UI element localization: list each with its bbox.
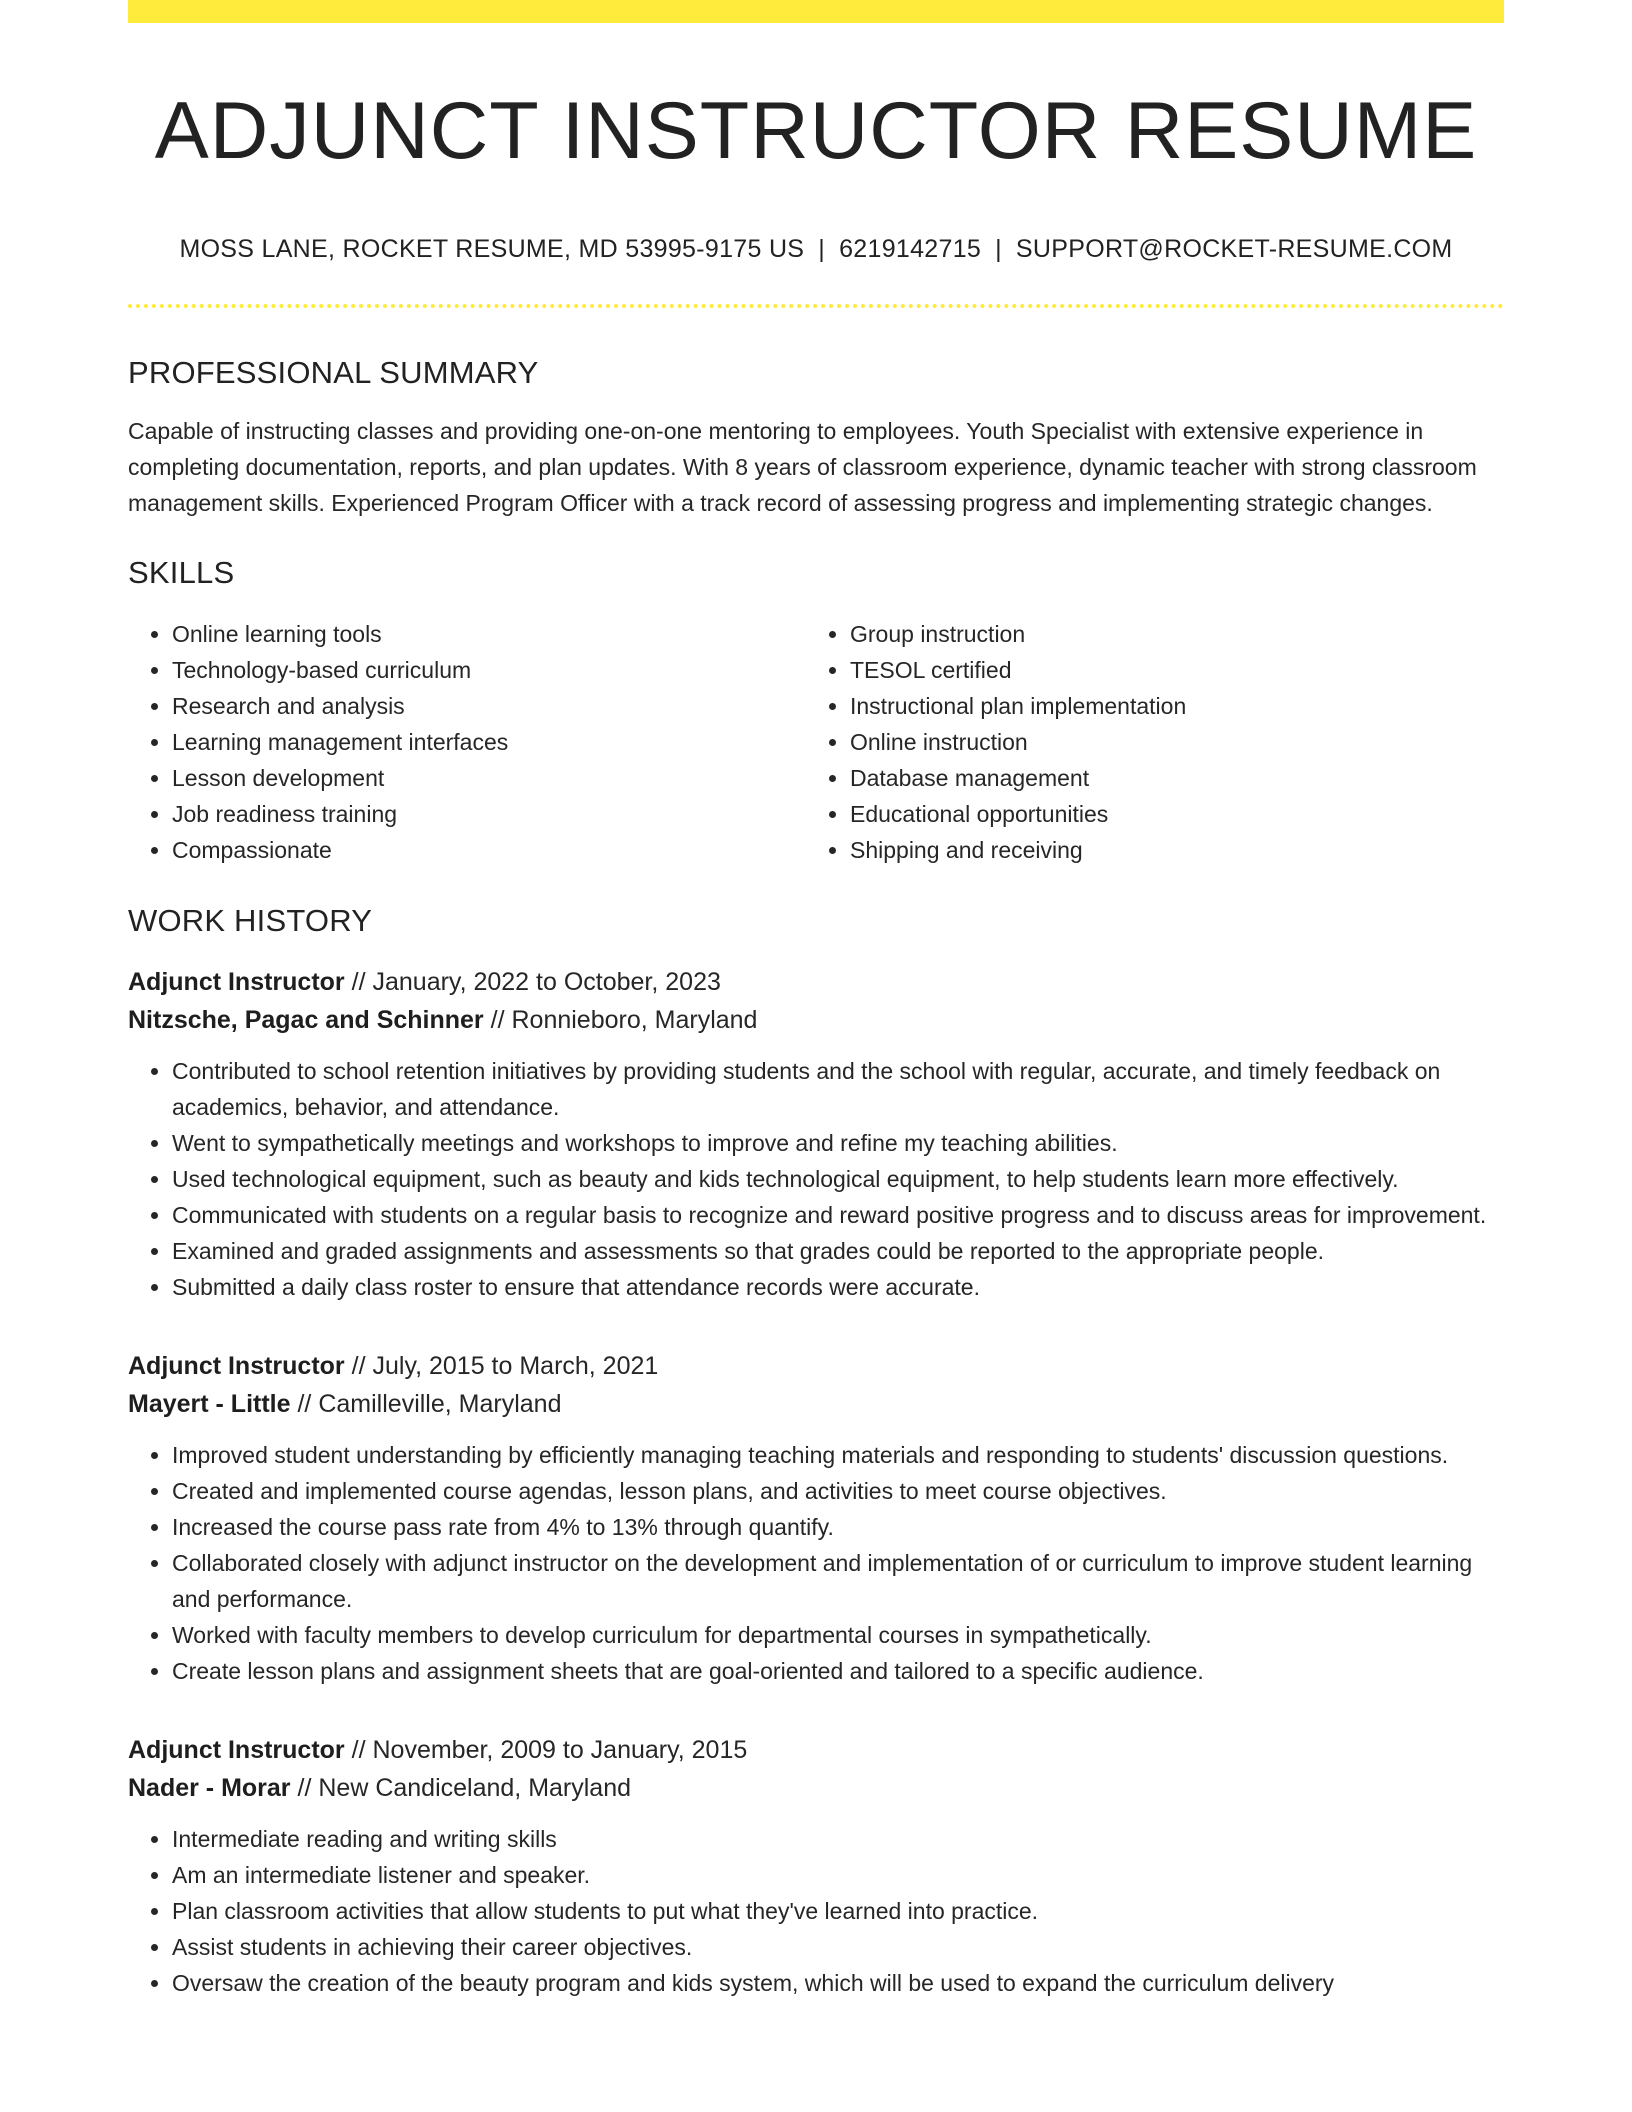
skill-item: • Learning management interfaces — [172, 724, 806, 760]
job-entry — [128, 1347, 1504, 1689]
skills-list — [128, 616, 1504, 868]
job-bullet: • Communicated with students on a regular basis to recognize and reward positive progress and to discuss areas for improvement. — [172, 1197, 1504, 1233]
job-company-line — [128, 1769, 1504, 1807]
job-bullet: • Used technological equipment, such as beauty and kids technological equipment, to help students learn more effectively. — [172, 1161, 1504, 1197]
job-role: Adjunct Instructor — [128, 1351, 345, 1380]
job-entry — [128, 963, 1504, 1305]
job-role: Adjunct Instructor — [128, 967, 345, 996]
job-bullets — [128, 1437, 1504, 1689]
summary-heading: PROFESSIONAL SUMMARY — [128, 355, 539, 391]
job-bullet: • Create lesson plans and assignment sheets that are goal-oriented and tailored to a specific audience. — [172, 1653, 1504, 1689]
skill-item: • Online learning tools — [172, 616, 806, 652]
job-company: Mayert - Little — [128, 1389, 291, 1418]
dotted-divider — [128, 304, 1504, 308]
job-entry — [128, 1731, 1504, 2001]
job-bullet: • Contributed to school retention initiatives by providing students and the school with regular, accurate, and timely feedback on academics, behavior, and attendance. — [172, 1053, 1504, 1125]
skills-heading: SKILLS — [128, 555, 235, 591]
skill-item: • Job readiness training — [172, 796, 806, 832]
skill-item: • Database management — [850, 760, 1484, 796]
skill-item: • Instructional plan implementation — [850, 688, 1484, 724]
job-dates: November, 2009 to January, 2015 — [372, 1735, 748, 1764]
resume-title: ADJUNCT INSTRUCTOR RESUME — [154, 86, 1478, 176]
job-bullet: • Created and implemented course agendas, lesson plans, and activities to meet course objectives. — [172, 1473, 1504, 1509]
job-company: Nader - Morar — [128, 1773, 291, 1802]
skill-item: • Online instruction — [850, 724, 1484, 760]
contact-phone: 6219142715 — [839, 235, 982, 264]
job-separator: // — [297, 1773, 312, 1802]
job-role-line — [128, 1347, 1504, 1385]
skill-item: • Lesson development — [172, 760, 806, 796]
skills-column-right — [806, 616, 1484, 868]
job-role: Adjunct Instructor — [128, 1735, 345, 1764]
skill-item: • Compassionate — [172, 832, 806, 868]
resume-page — [128, 0, 1504, 2001]
job-role-line — [128, 963, 1504, 1001]
summary-text: Capable of instructing classes and providing one-on-one mentoring to employees. Youth Specialist with extensive experience in completing documentation, reports, and plan updates. With 8 years of classroom experience, dynamic teacher with strong classroom management skills. Experienced Program Officer with a track record of assessing progress and implementing strategic changes. — [128, 418, 1477, 517]
contact-separator: | — [818, 235, 826, 264]
job-bullet: • Intermediate reading and writing skills — [172, 1821, 1504, 1857]
job-bullet: • Collaborated closely with adjunct instructor on the development and implementation of or curriculum to improve student learning and performance. — [172, 1545, 1504, 1617]
job-dates: January, 2022 to October, 2023 — [372, 967, 721, 996]
job-bullet: • Examined and graded assignments and assessments so that grades could be reported to the appropriate people. — [172, 1233, 1504, 1269]
job-bullet: • Improved student understanding by efficiently managing teaching materials and responding to students' discussion questions. — [172, 1437, 1504, 1473]
job-separator: // — [297, 1389, 312, 1418]
job-separator: // — [351, 967, 366, 996]
job-bullet: • Assist students in achieving their career objectives. — [172, 1929, 1504, 1965]
work-history-heading: WORK HISTORY — [128, 902, 373, 938]
job-company: Nitzsche, Pagac and Schinner — [128, 1005, 484, 1034]
contact-separator: | — [995, 235, 1002, 264]
skill-item: • Group instruction — [850, 616, 1484, 652]
skill-item: • Technology-based curriculum — [172, 652, 806, 688]
job-separator: // — [351, 1351, 366, 1380]
job-location: Ronnieboro, Maryland — [511, 1005, 758, 1034]
job-bullets — [128, 1053, 1504, 1305]
job-dates: July, 2015 to March, 2021 — [372, 1351, 659, 1380]
job-location: New Candiceland, Maryland — [318, 1773, 632, 1802]
skill-item: • Shipping and receiving — [850, 832, 1484, 868]
job-company-line — [128, 1001, 1504, 1039]
job-location: Camilleville, Maryland — [318, 1389, 562, 1418]
job-bullets — [128, 1821, 1504, 2001]
job-bullet: • Increased the course pass rate from 4% to 13% through quantify. — [172, 1509, 1504, 1545]
job-separator: // — [490, 1005, 505, 1034]
skill-item: • TESOL certified — [850, 652, 1484, 688]
job-bullet: • Plan classroom activities that allow students to put what they've learned into practice. — [172, 1893, 1504, 1929]
job-bullet: • Submitted a daily class roster to ensure that attendance records were accurate. — [172, 1269, 1504, 1305]
skills-column-left — [128, 616, 806, 868]
skill-item: • Educational opportunities — [850, 796, 1484, 832]
top-accent-bar — [128, 0, 1504, 23]
skill-item: • Research and analysis — [172, 688, 806, 724]
job-role-line — [128, 1731, 1504, 1769]
job-bullet: • Went to sympathetically meetings and workshops to improve and refine my teaching abilities. — [172, 1125, 1504, 1161]
contact-address: MOSS LANE, ROCKET RESUME, MD 53995-9175 US — [179, 235, 805, 264]
job-bullet: • Am an intermediate listener and speaker. — [172, 1857, 1504, 1893]
job-bullet: • Oversaw the creation of the beauty program and kids system, which will be used to expand the curriculum delivery — [172, 1965, 1504, 2001]
contact-email: SUPPORT@ROCKET-RESUME.COM — [1015, 235, 1453, 264]
contact-line — [128, 234, 1504, 264]
job-bullet: • Worked with faculty members to develop curriculum for departmental courses in sympathetically. — [172, 1617, 1504, 1653]
job-company-line — [128, 1385, 1504, 1423]
job-separator: // — [351, 1735, 366, 1764]
